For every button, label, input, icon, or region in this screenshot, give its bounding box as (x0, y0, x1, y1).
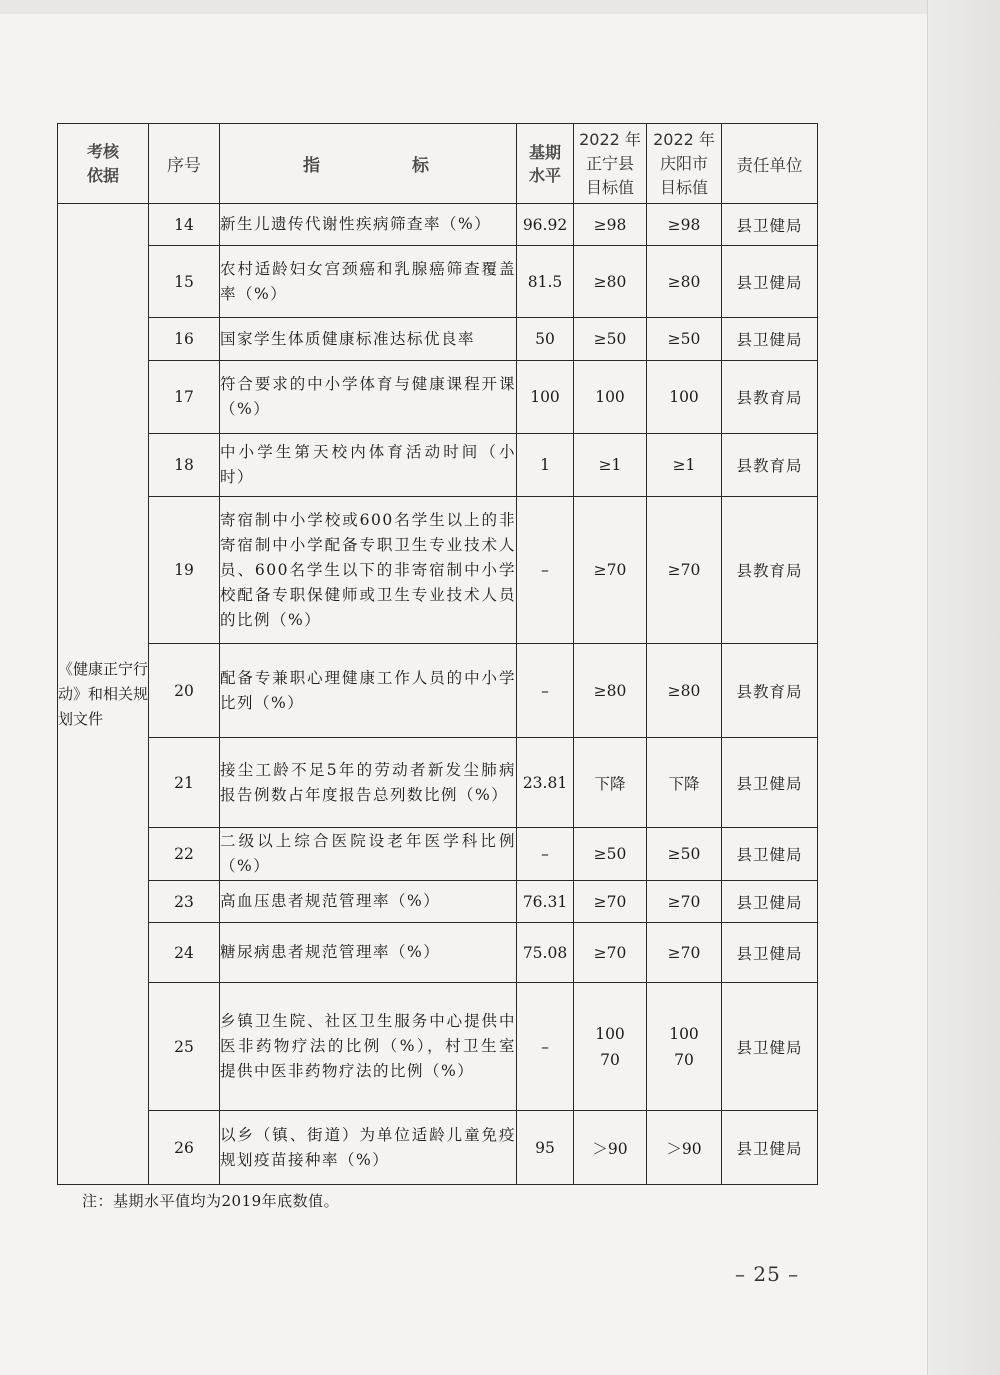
county-target-cell: ≥50 (574, 828, 647, 881)
base-cell: 76.31 (517, 881, 574, 923)
seq-cell: 19 (149, 497, 220, 644)
indicator-table (57, 123, 818, 1185)
header-base-line: 水平 (528, 165, 561, 185)
base-cell: – (517, 983, 574, 1111)
table-row (58, 204, 818, 246)
table-row (58, 644, 818, 738)
seq-cell: 24 (149, 923, 220, 983)
table-row (58, 497, 818, 644)
unit-cell: 县卫健局 (722, 1111, 818, 1185)
base-cell: 1 (517, 434, 574, 497)
indicator-cell: 新生儿遗传代谢性疾病筛查率（%） (220, 204, 517, 246)
indicator-cell: 配备专兼职心理健康工作人员的中小学比列（%） (220, 644, 517, 738)
base-cell: – (517, 828, 574, 881)
header-indicator (220, 124, 517, 204)
indicator-cell: 国家学生体质健康标准达标优良率 (220, 318, 517, 361)
seq-cell: 20 (149, 644, 220, 738)
unit-cell: 县卫健局 (722, 881, 818, 923)
base-cell: 23.81 (517, 738, 574, 828)
header-indicator-char: 标 (412, 156, 433, 176)
city-target-cell: ≥98 (647, 204, 722, 246)
indicator-cell: 以乡（镇、街道）为单位适龄儿童免疫规划疫苗接种率（%） (220, 1111, 517, 1185)
page-top-edge (0, 0, 1000, 14)
county-target-cell: ≥70 (574, 923, 647, 983)
base-cell: 100 (517, 361, 574, 434)
county-target-cell: ≥50 (574, 318, 647, 361)
city-target-cell: ＞90 (647, 1111, 722, 1185)
header-basis (58, 124, 149, 204)
header-basis-line: 考核 (86, 141, 119, 161)
table-row (58, 881, 818, 923)
city-target-line: 100 (669, 1024, 699, 1043)
county-target-cell: 下降 (574, 738, 647, 828)
seq-cell: 15 (149, 246, 220, 318)
header-basis-line: 依据 (86, 165, 119, 185)
city-target-cell: 100 (647, 361, 722, 434)
county-target-cell: ＞90 (574, 1111, 647, 1185)
unit-cell: 县卫健局 (722, 983, 818, 1111)
unit-cell: 县卫健局 (722, 246, 818, 318)
seq-cell: 21 (149, 738, 220, 828)
table-row (58, 738, 818, 828)
indicator-cell: 高血压患者规范管理率（%） (220, 881, 517, 923)
city-target-cell: ≥80 (647, 644, 722, 738)
city-target-cell: ≥50 (647, 828, 722, 881)
seq-cell: 22 (149, 828, 220, 881)
county-target-cell: ≥70 (574, 497, 647, 644)
seq-cell: 14 (149, 204, 220, 246)
city-target-cell: 下降 (647, 738, 722, 828)
seq-cell: 25 (149, 983, 220, 1111)
header-indicator-char: 指 (303, 156, 324, 176)
unit-cell: 县卫健局 (722, 738, 818, 828)
header-base (517, 124, 574, 204)
unit-cell: 县教育局 (722, 361, 818, 434)
county-target-cell: ≥70 (574, 881, 647, 923)
unit-cell: 县教育局 (722, 497, 818, 644)
base-cell: – (517, 497, 574, 644)
table-row (58, 246, 818, 318)
table-header-row (58, 124, 818, 204)
indicator-cell: 中小学生第天校内体育活动时间（小时） (220, 434, 517, 497)
seq-cell: 17 (149, 361, 220, 434)
basis-cell: 《健康正宁行动》和相关规划文件 (58, 204, 149, 1185)
base-cell: 75.08 (517, 923, 574, 983)
table-row (58, 318, 818, 361)
header-county-line: 正宁县 (585, 153, 634, 173)
indicator-cell: 糖尿病患者规范管理率（%） (220, 923, 517, 983)
header-county-target (574, 124, 647, 204)
indicator-cell: 寄宿制中小学校或600名学生以上的非寄宿制中小学配备专职卫生专业技术人员、600名学生以下的非寄宿制中小学校配备专职保健师或卫生专业技术人员的比例（%） (220, 497, 517, 644)
header-county-line: 2022 年 (579, 129, 641, 149)
county-target-line: 100 (595, 1024, 625, 1043)
unit-cell: 县卫健局 (722, 923, 818, 983)
indicator-cell: 接尘工龄不足5年的劳动者新发尘肺病报告例数占年度报告总列数比例（%） (220, 738, 517, 828)
table-row (58, 828, 818, 881)
seq-cell: 26 (149, 1111, 220, 1185)
header-city-line: 目标值 (659, 177, 708, 197)
indicator-cell: 二级以上综合医院设老年医学科比例（%） (220, 828, 517, 881)
header-unit: 责任单位 (722, 124, 818, 204)
city-target-cell: ≥70 (647, 923, 722, 983)
page-right-edge (927, 0, 1000, 1375)
table-row (58, 361, 818, 434)
city-target-cell: ≥1 (647, 434, 722, 497)
table-row (58, 434, 818, 497)
county-target-cell: ≥1 (574, 434, 647, 497)
base-cell: 50 (517, 318, 574, 361)
table-row (58, 923, 818, 983)
table-note: 注：基期水平值均为2019年底数值。 (82, 1192, 340, 1210)
base-cell: 96.92 (517, 204, 574, 246)
header-base-line: 基期 (528, 142, 561, 162)
county-target-cell (574, 983, 647, 1111)
unit-cell: 县卫健局 (722, 204, 818, 246)
base-cell: – (517, 644, 574, 738)
county-target-cell: ≥80 (574, 644, 647, 738)
header-city-line: 2022 年 (653, 129, 715, 149)
base-cell: 81.5 (517, 246, 574, 318)
header-county-line: 目标值 (585, 177, 634, 197)
county-target-line: 70 (600, 1050, 620, 1069)
table-row (58, 1111, 818, 1185)
city-target-cell: ≥70 (647, 497, 722, 644)
county-target-cell: ≥80 (574, 246, 647, 318)
county-target-cell: ≥98 (574, 204, 647, 246)
header-city-line: 庆阳市 (659, 153, 708, 173)
indicator-cell: 乡镇卫生院、社区卫生服务中心提供中医非药物疗法的比例（%），村卫生室提供中医非药物疗法的比例（%） (220, 983, 517, 1111)
header-seq: 序号 (149, 124, 220, 204)
city-target-cell: ≥80 (647, 246, 722, 318)
seq-cell: 23 (149, 881, 220, 923)
county-target-cell: 100 (574, 361, 647, 434)
header-city-target (647, 124, 722, 204)
indicator-cell: 农村适龄妇女宫颈癌和乳腺癌筛查覆盖率（%） (220, 246, 517, 318)
city-target-cell: ≥70 (647, 881, 722, 923)
city-target-line: 70 (674, 1050, 694, 1069)
seq-cell: 16 (149, 318, 220, 361)
table-row (58, 983, 818, 1111)
city-target-cell: ≥50 (647, 318, 722, 361)
city-target-cell (647, 983, 722, 1111)
base-cell: 95 (517, 1111, 574, 1185)
unit-cell: 县卫健局 (722, 318, 818, 361)
unit-cell: 县卫健局 (722, 828, 818, 881)
seq-cell: 18 (149, 434, 220, 497)
unit-cell: 县教育局 (722, 644, 818, 738)
indicator-cell: 符合要求的中小学体育与健康课程开课（%） (220, 361, 517, 434)
page-number: – 25 – (735, 1262, 800, 1286)
unit-cell: 县教育局 (722, 434, 818, 497)
